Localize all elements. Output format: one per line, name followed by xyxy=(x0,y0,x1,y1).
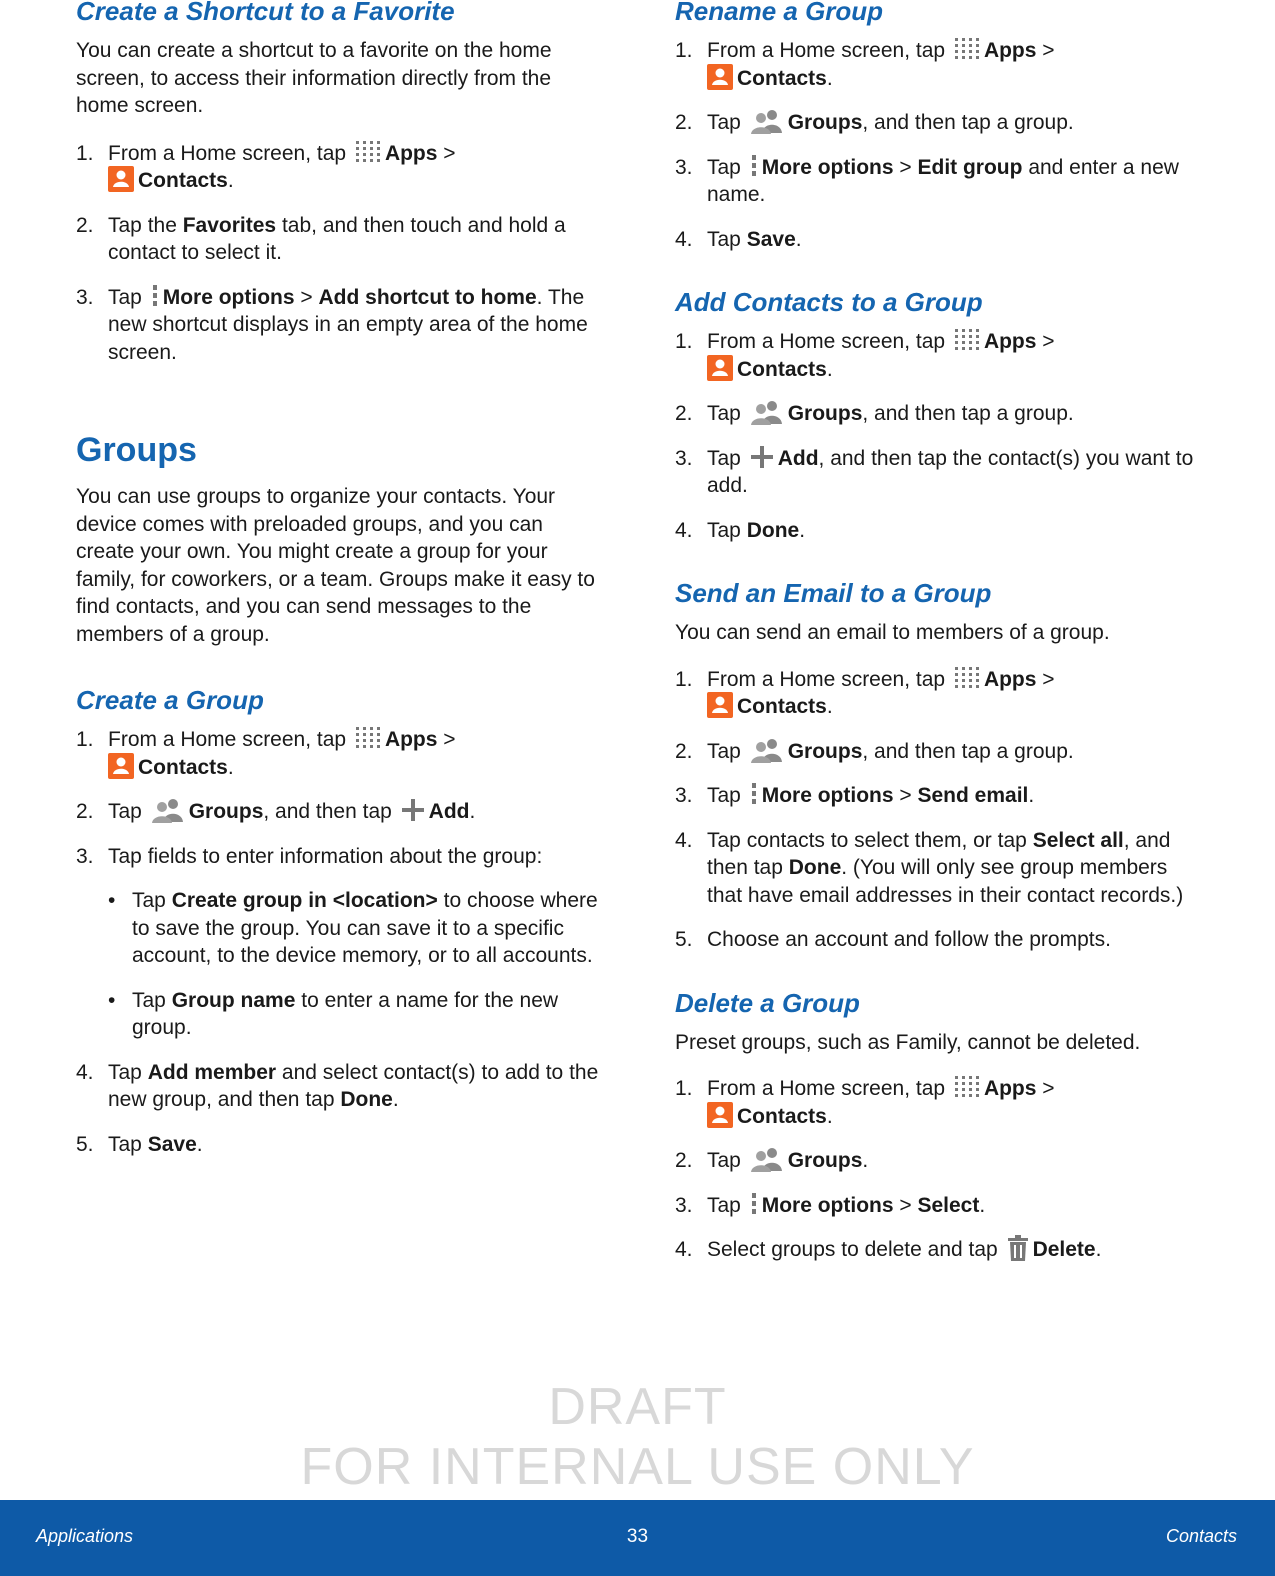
list-item: • Tap Create group in <location> to choose where to save the group. You can save it to a specific account, to the device memory, or to all accounts. xyxy=(108,889,598,967)
footer-chapter: Applications xyxy=(36,1526,134,1546)
create-group-steps-cont xyxy=(76,1059,601,1159)
email-intro: You can send an email to members of a group. xyxy=(675,621,1110,644)
add-contacts-steps xyxy=(675,328,1200,544)
groups-icon xyxy=(750,399,784,425)
draft-watermark-line1: DRAFT xyxy=(548,1378,727,1436)
section-heading-groups: Groups xyxy=(76,431,197,469)
list-item: 3. Tap More options > Add shortcut to home. The new shortcut displays in an empty area of the home screen. xyxy=(76,285,588,364)
left-column xyxy=(76,0,601,1158)
contacts-icon xyxy=(707,692,733,718)
create-group-steps xyxy=(76,726,601,870)
groups-icon xyxy=(151,797,185,823)
groups-icon xyxy=(750,737,784,763)
list-item: 1. From a Home screen, tap Apps > Contacts. xyxy=(76,141,456,192)
list-item: 5. Choose an account and follow the prompts. xyxy=(675,928,1111,951)
groups-icon xyxy=(750,108,784,134)
list-item: 3. Tap More options > Select. xyxy=(675,1193,986,1217)
apps-grid-icon xyxy=(954,37,980,61)
footer-section: Contacts xyxy=(1165,1526,1237,1546)
list-item: 4. Tap Save. xyxy=(675,227,802,251)
list-item: 5. Tap Save. xyxy=(76,1132,203,1156)
apps-grid-icon xyxy=(355,140,381,164)
trash-icon xyxy=(1007,1235,1029,1261)
list-item: 3. Tap More options > Send email. xyxy=(675,784,1035,807)
apps-grid-icon xyxy=(954,1075,980,1099)
list-item: 3. Tap More options > Edit group and enter a new name. xyxy=(675,155,1179,206)
contacts-icon xyxy=(108,166,134,192)
section-heading-rename-group: Rename a Group xyxy=(675,0,884,26)
groups-icon xyxy=(750,1146,784,1172)
apps-grid-icon xyxy=(954,666,980,690)
create-group-bullets xyxy=(108,887,601,1042)
list-item: 4. Tap Add member and select contact(s) to add to the new group, and then tap Done. xyxy=(76,1060,599,1111)
list-item: 2. Tap Groups, and then tap a group. xyxy=(675,109,1200,137)
list-item: 3. Tap Add, and then tap the contact(s) you want to add. xyxy=(675,446,1194,497)
section-heading-create-group: Create a Group xyxy=(76,685,264,715)
add-plus-icon xyxy=(401,798,425,822)
groups-intro: You can use groups to organize your contacts. Your device comes with preloaded groups, and you can create your own. You might create a group for your family, for coworkers, or a team. Groups make it easy to find contacts, and you can send messages to the members of a group. xyxy=(76,485,595,646)
section-heading-add-contacts: Add Contacts to a Group xyxy=(675,287,983,317)
more-options-icon xyxy=(750,154,758,178)
rename-steps xyxy=(675,37,1200,253)
shortcut-steps xyxy=(76,140,601,367)
list-item: 1. From a Home screen, tap Apps > Contacts. xyxy=(675,39,1055,90)
list-item: 2. Tap Groups, and then tap a group. xyxy=(675,738,1200,766)
list-item: 1. From a Home screen, tap Apps > Contacts. xyxy=(675,330,1055,381)
list-item: 4. Tap contacts to select them, or tap Select all, and then tap Done. (You will only see group members that have email addresses in their contact records.) xyxy=(675,828,1184,907)
more-options-icon xyxy=(750,1192,758,1216)
contacts-icon xyxy=(707,1102,733,1128)
page-number: 33 xyxy=(626,1526,649,1547)
contacts-icon xyxy=(707,64,733,90)
draft-watermark-line2: FOR INTERNAL USE ONLY xyxy=(300,1438,975,1496)
contacts-icon xyxy=(108,753,134,779)
list-item: 4. Select groups to delete and tap Delete. xyxy=(675,1236,1200,1264)
page-footer xyxy=(0,1500,1275,1576)
more-options-icon xyxy=(151,284,159,308)
list-item: 4. Tap Done. xyxy=(675,518,806,542)
list-item: • Tap Group name to enter a name for the new group. xyxy=(108,988,559,1039)
add-plus-icon xyxy=(750,445,774,469)
email-steps xyxy=(675,666,1200,954)
list-item: 2. Tap Groups, and then tap a group. xyxy=(675,400,1200,428)
shortcut-intro: You can create a shortcut to a favorite on the home screen, to access their information directly from the home screen. xyxy=(76,39,552,117)
right-column xyxy=(675,0,1200,1264)
list-item: 1. From a Home screen, tap Apps > Contacts. xyxy=(76,728,456,779)
delete-steps xyxy=(675,1075,1200,1264)
list-item: 2. Tap Groups, and then tap Add. xyxy=(76,798,601,826)
apps-grid-icon xyxy=(954,328,980,352)
section-heading-send-email: Send an Email to a Group xyxy=(675,578,992,608)
delete-intro: Preset groups, such as Family, cannot be deleted. xyxy=(675,1030,1141,1054)
list-item: 3. Tap fields to enter information about the group: xyxy=(76,844,543,868)
list-item: 1. From a Home screen, tap Apps > Contacts. xyxy=(675,1077,1055,1128)
section-heading-delete-group: Delete a Group xyxy=(675,987,860,1018)
more-options-icon xyxy=(750,782,758,806)
list-item: 2. Tap Groups. xyxy=(675,1147,1200,1175)
apps-grid-icon xyxy=(355,726,381,750)
list-item: 1. From a Home screen, tap Apps > Contacts. xyxy=(675,667,1055,718)
contacts-icon xyxy=(707,355,733,381)
list-item: 2. Tap the Favorites tab, and then touch and hold a contact to select it. xyxy=(76,213,566,264)
section-heading-shortcut: Create a Shortcut to a Favorite xyxy=(76,0,455,26)
